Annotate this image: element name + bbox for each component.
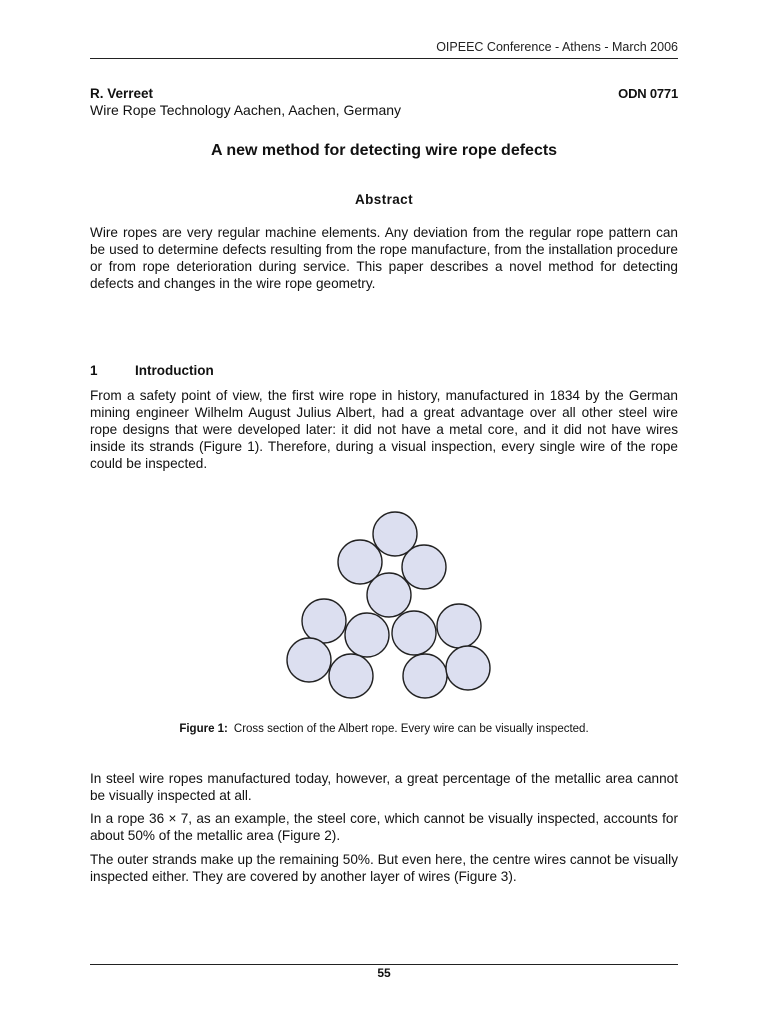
wire-11 — [403, 654, 447, 698]
header-rule — [90, 58, 678, 59]
wire-8 — [437, 604, 481, 648]
running-head: OIPEEC Conference - Athens - March 2006 — [436, 40, 678, 54]
section-title: Introduction — [135, 363, 214, 378]
wire-6 — [345, 613, 389, 657]
intro-paragraph-2: In steel wire ropes manufactured today, however, a great percentage of the metallic area cannot be visually inspected at all. — [90, 771, 678, 803]
paper-title: A new method for detecting wire rope defects — [210, 142, 558, 159]
intro-paragraph-4: The outer strands make up the remaining 50%. But even here, the centre wires cannot be visually inspected either. They are covered by another layer of wires (Figure 3). — [90, 852, 678, 884]
abstract-heading: Abstract — [355, 192, 413, 207]
albert-rope-diagram — [272, 498, 498, 714]
figure-1-caption — [90, 723, 678, 735]
wire-9 — [287, 638, 331, 682]
author-name: R. Verreet — [90, 86, 154, 101]
wire-3 — [402, 545, 446, 589]
wire-12 — [446, 646, 490, 690]
paper-id: ODN 0771 — [618, 86, 678, 101]
figure-caption-text: Cross section of the Albert rope. Every wire can be visually inspected. — [233, 723, 589, 735]
footer-rule — [90, 964, 678, 965]
abstract-text: Wire ropes are very regular machine elements. Any deviation from the regular rope pattern can be used to determine defects resulting from the rope manufacture, from the installation procedure or from rope deterioration during service. This paper describes a novel method for detecting defects and changes in the wire rope geometry. — [90, 225, 678, 291]
figure-label: Figure 1: — [179, 723, 228, 735]
wire-5 — [302, 599, 346, 643]
section-heading-introduction — [90, 363, 214, 378]
intro-paragraph-3: In a rope 36 × 7, as an example, the steel core, which cannot be visually inspected, accounts for about 50% of the metallic area (Figure 2). — [90, 811, 678, 843]
wire-4 — [367, 573, 411, 617]
wire-7 — [392, 611, 436, 655]
figure-1-albert-rope-cross-section — [272, 498, 498, 714]
author-affiliation: Wire Rope Technology Aachen, Aachen, Germany — [90, 102, 402, 118]
intro-paragraph-1: From a safety point of view, the first wire rope in history, manufactured in 1834 by the German mining engineer Wilhelm August Julius Albert, had a great advantage over all other steel wire rope designs that were developed later: it did not have a metal core, and it did not have wires inside its strands (Figure 1). Therefore, during a visual inspection, every single wire of the rope could be inspected. — [90, 388, 678, 471]
wire-10 — [329, 654, 373, 698]
section-number: 1 — [90, 363, 98, 378]
page-number: 55 — [377, 966, 391, 980]
